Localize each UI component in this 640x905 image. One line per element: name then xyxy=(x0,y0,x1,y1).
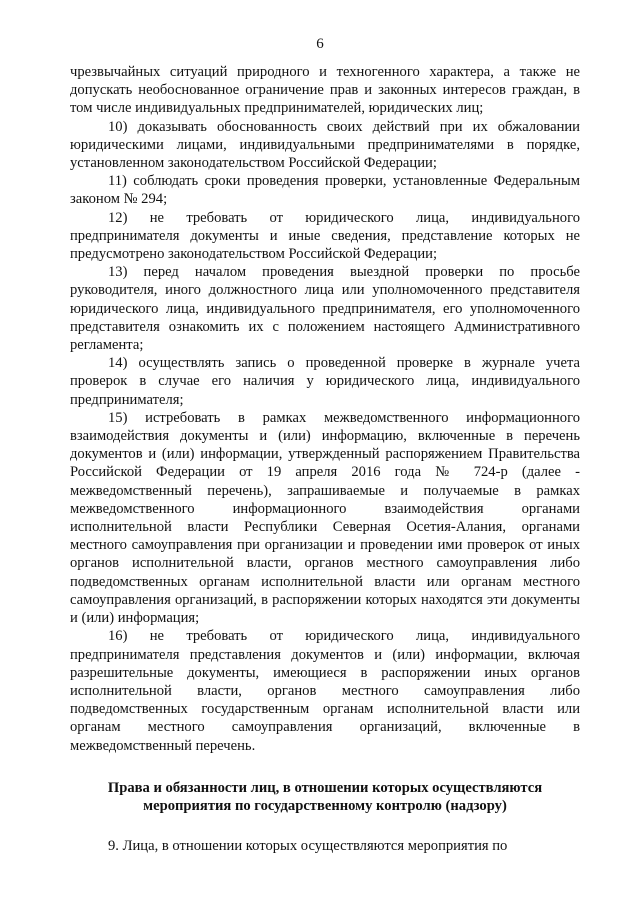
paragraph-item-10: 10) доказывать обоснованность своих действий при их обжаловании юридическими лицами, индивидуальными предпринимателями в порядке, установленном законодательством Российской Федерации; xyxy=(70,118,580,172)
paragraph-item-13: 13) перед началом проведения выездной проверки по просьбе руководителя, иного должностного лица или уполномоченного представителя юридического лица, индивидуального предпринимателя, его уполномоченного представителя ознакомить их с положением настоящего Административного регламента; xyxy=(70,264,580,354)
section-heading xyxy=(70,779,580,815)
paragraph-item-9: 9. Лица, в отношении которых осуществляются мероприятия по xyxy=(108,838,508,855)
paragraph-item-15: 15) истребовать в рамках межведомственного информационного взаимодействия документы и (или) информацию, включенные в перечень документов и (или) информации, утвержденный распоряжением Правительства Российской Федерации от 19 апреля 2016 года № 724-р (далее - межведомственный перечень), запрашиваемые и получаемые в рамках межведомственного информационного взаимодействия органами исполнительной власти Республики Северная Осетия-Алания, органами местного самоуправления при организации и проведении ими проверок от иных органов исполнительной власти, органов местного самоуправления либо подведомственных органам исполнительной власти или органам местного самоуправления организаций, в распоряжении которых находятся эти документы и (или) информация; xyxy=(70,409,580,627)
paragraph-item-12: 12) не требовать от юридического лица, индивидуального предпринимателя документы и иные сведения, представление которых не предусмотрено законодательством Российской Федерации; xyxy=(70,209,580,263)
paragraph-item-16: 16) не требовать от юридического лица, индивидуального предпринимателя представления документов и (или) информации, включая разрешительные документы, имеющиеся в распоряжении иных органов исполнительной власти, органов местного самоуправления либо подведомственных государственным органам исполнительной власти или органам местного самоуправления организаций, включенные в межведомственный перечень. xyxy=(70,628,580,754)
section-heading-line-2: мероприятия по государственному контролю (надзору) xyxy=(143,797,507,814)
paragraph-item-11: 11) соблюдать сроки проведения проверки, установленные Федеральным законом № 294; xyxy=(70,173,580,208)
paragraphs-after-heading xyxy=(70,837,580,855)
page-number: 6 xyxy=(316,36,324,52)
paragraphs-before-heading xyxy=(70,63,580,755)
document-body xyxy=(70,63,580,855)
section-heading-line-1: Права и обязанности лиц, в отношении которых осуществляются xyxy=(107,779,543,796)
paragraph-continuation: чрезвычайных ситуаций природного и техногенного характера, а также не допускать необоснованное ограничение прав и законных интересов граждан, в том числе индивидуальных предпринимателей, юридических лиц; xyxy=(70,64,580,117)
paragraph-item-14: 14) осуществлять запись о проведенной проверке в журнале учета проверок в случае его наличия у юридического лица, индивидуального предпринимателя; xyxy=(70,355,580,408)
